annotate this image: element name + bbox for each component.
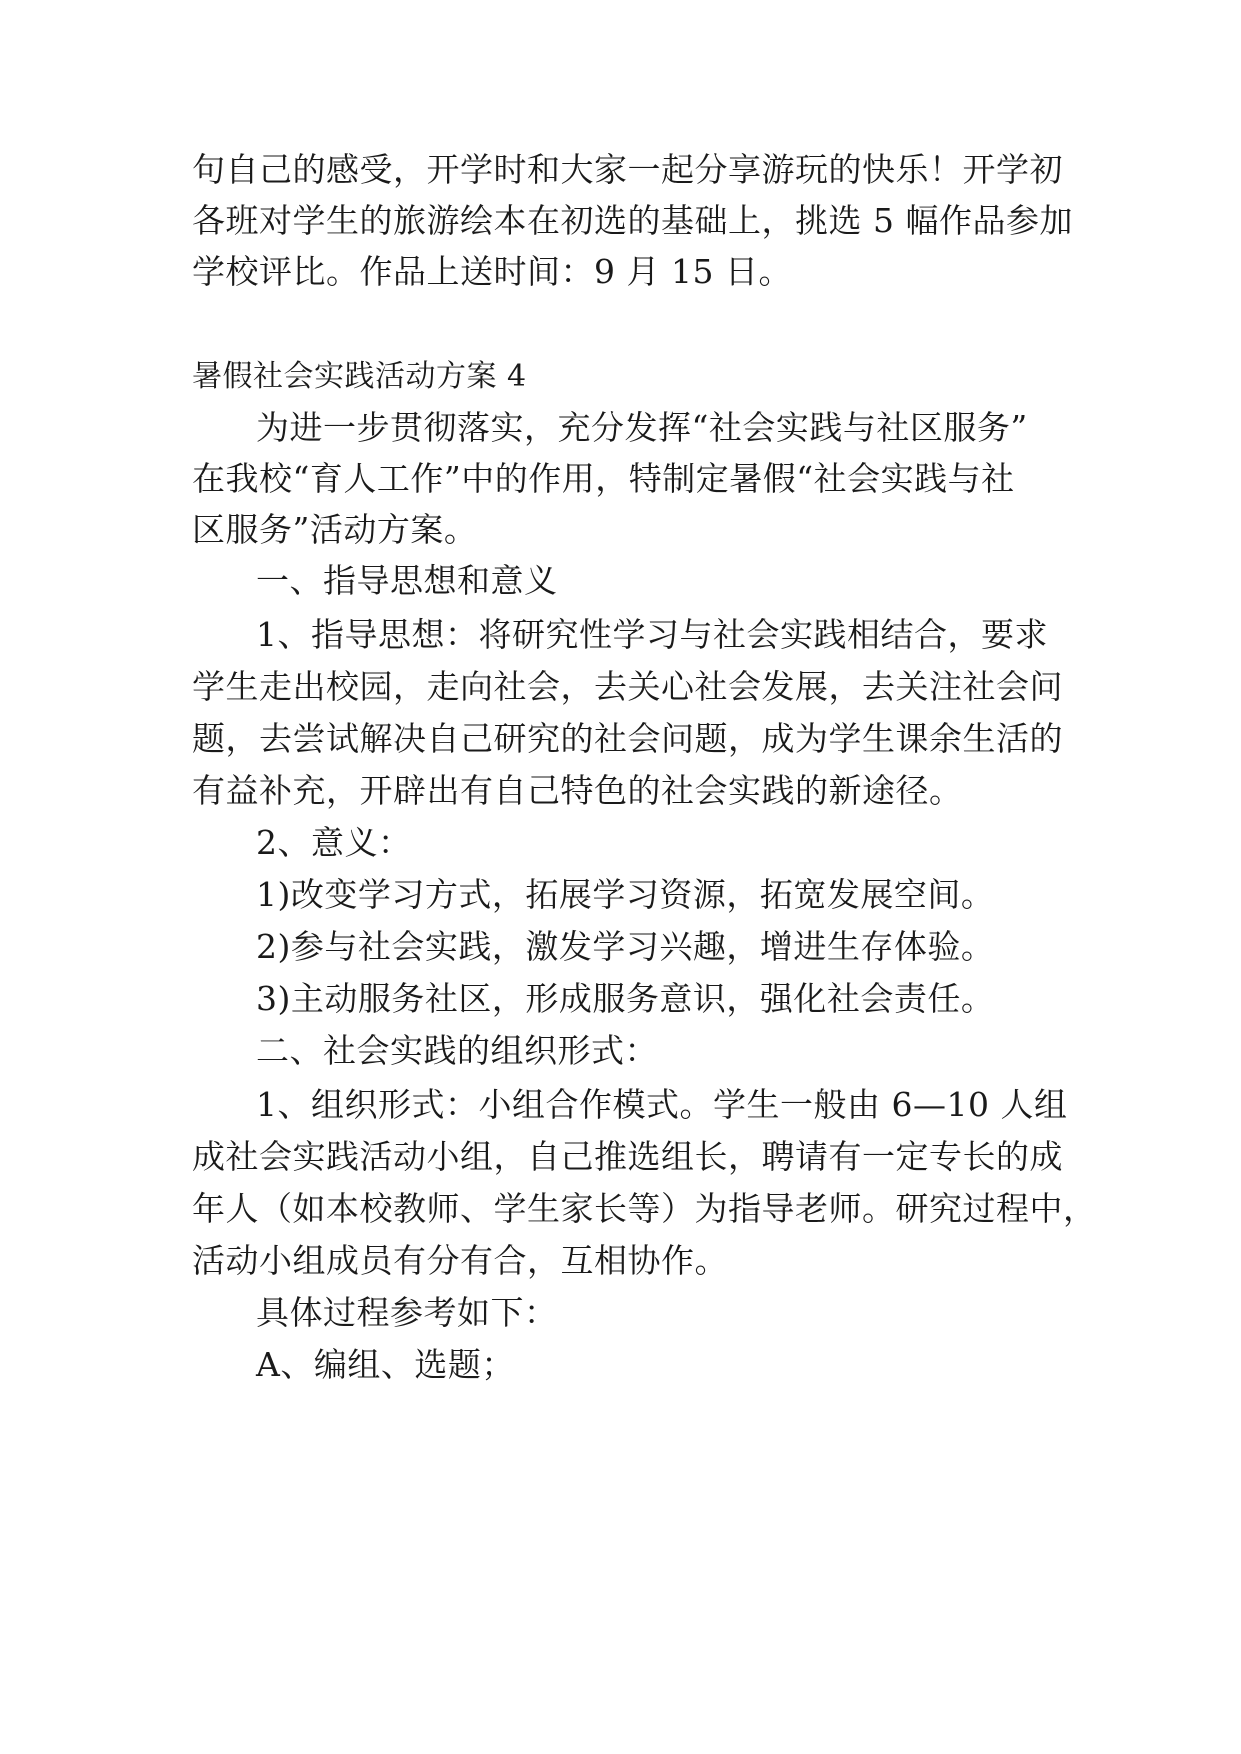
process-intro: 具体过程参考如下： <box>256 1293 558 1332</box>
guiding-line-2: 学生走出校园，走向社会，去关心社会发展，去关注社会问 <box>192 667 1063 706</box>
organization-line-4: 活动小组成员有分有合，互相协作。 <box>192 1241 728 1280</box>
part-one-heading: 一、指导思想和意义 <box>256 561 558 600</box>
guiding-line-3: 题，去尝试解决自己研究的社会问题，成为学生课余生活的 <box>192 719 1063 758</box>
section-title: 暑假社会实践活动方案 4 <box>192 359 527 394</box>
purpose-line-2: 在我校“育人工作”中的作用，特制定暑假“社会实践与社 <box>192 459 1015 498</box>
organization-line-1: 1、组织形式：小组合作模式。学生一般由 6—10 人组 <box>256 1085 1068 1124</box>
intro-line-1: 句自己的感受，开学时和大家一起分享游玩的快乐！开学初 <box>192 150 1063 189</box>
significance-item-1: 1)改变学习方式，拓展学习资源，拓宽发展空间。 <box>256 875 995 914</box>
organization-line-2: 成社会实践活动小组，自己推选组长，聘请有一定专长的成 <box>192 1137 1063 1176</box>
intro-line-3: 学校评比。作品上送时间：9 月 15 日。 <box>192 252 792 291</box>
guiding-line-1: 1、指导思想：将研究性学习与社会实践相结合，要求 <box>256 615 1048 654</box>
significance-item-2: 2)参与社会实践，激发学习兴趣，增进生存体验。 <box>256 927 995 966</box>
intro-line-2: 各班对学生的旅游绘本在初选的基础上，挑选 5 幅作品参加 <box>192 201 1073 240</box>
process-step-a: A、编组、选题； <box>256 1345 515 1384</box>
organization-line-3: 年人（如本校教师、学生家长等）为指导老师。研究过程中， <box>192 1189 1097 1228</box>
significance-heading: 2、意义： <box>256 823 412 862</box>
purpose-line-3: 区服务”活动方案。 <box>192 510 478 549</box>
significance-item-3: 3)主动服务社区，形成服务意识，强化社会责任。 <box>256 979 995 1018</box>
purpose-line-1: 为进一步贯彻落实，充分发挥“社会实践与社区服务” <box>256 408 1028 447</box>
guiding-line-4: 有益补充，开辟出有自己特色的社会实践的新途径。 <box>192 771 963 810</box>
part-two-heading: 二、社会实践的组织形式： <box>256 1031 658 1070</box>
